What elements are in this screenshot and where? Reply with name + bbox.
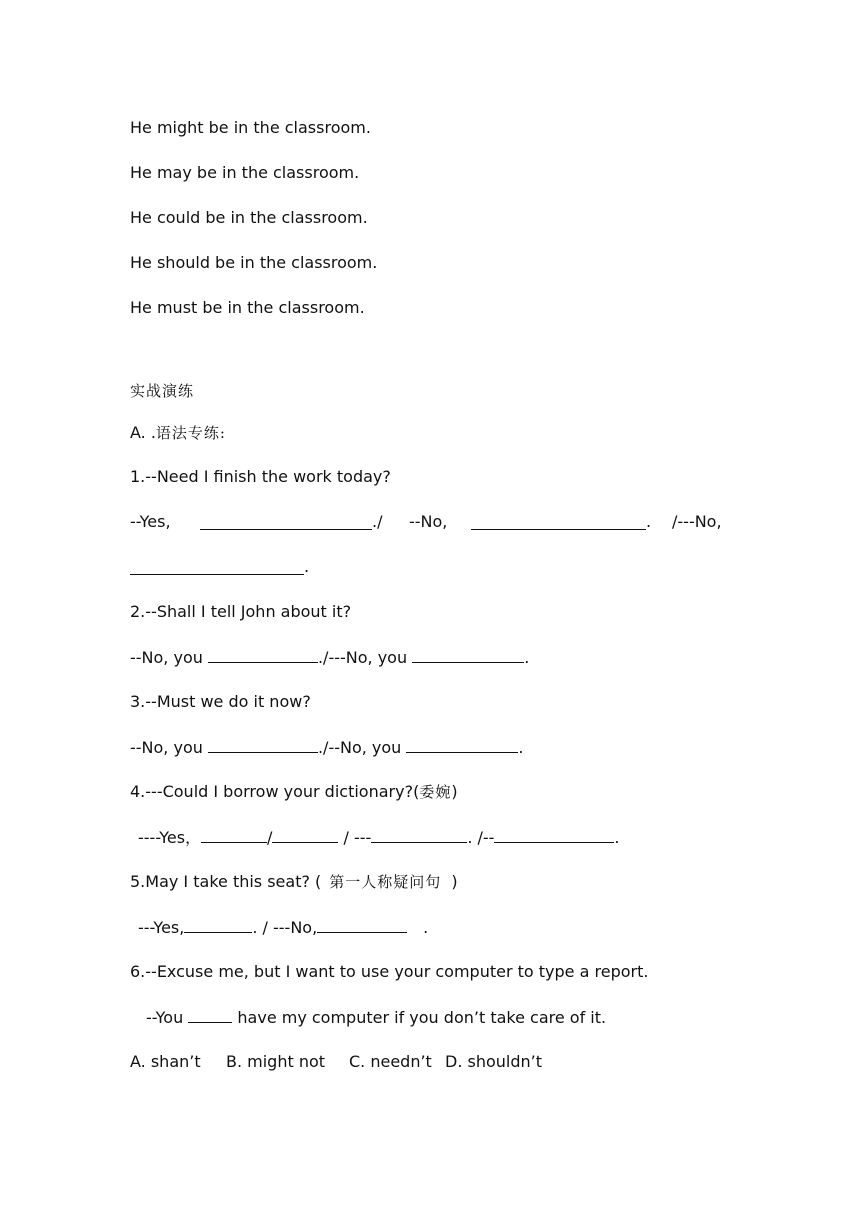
q4-blank-4[interactable] [494, 827, 614, 843]
q2-question: 2.--Shall I tell John about it? [130, 602, 352, 621]
q5-mid: . / ---No, [252, 918, 318, 937]
q6-option-d[interactable]: D. shouldn’t [445, 1052, 542, 1071]
subsection-prefix: A. . [130, 423, 156, 442]
q2-a: --No, you [130, 648, 208, 667]
q1-blank-3[interactable] [130, 559, 304, 575]
q1-end: . [304, 557, 310, 576]
q1-ans-a: --Yes, [130, 512, 171, 531]
q4-question-close: ) [451, 782, 458, 801]
q1-sep-b: . [646, 512, 652, 531]
q4-a: ----Yes， [138, 828, 202, 847]
q5-question-en: 5.May I take this seat? ( [130, 872, 322, 891]
q6-question: 6.--Excuse me, but I want to use your computer to type a report. [130, 962, 649, 981]
q5-question [130, 872, 458, 892]
q5-blank-2[interactable] [317, 917, 407, 933]
q2-end: . [524, 648, 530, 667]
statement-might: He might be in the classroom. [130, 118, 371, 137]
subsection-heading [130, 423, 226, 443]
subsection-label: 语法专练: [155, 424, 226, 442]
q1-answer-row-2 [130, 557, 330, 577]
q4-s3: . /-- [467, 828, 495, 847]
q3-end: . [518, 738, 524, 757]
q4-question-en: 4.---Could I borrow your dictionary?( [130, 782, 420, 801]
q2-blank-2[interactable] [412, 647, 524, 663]
q1-blank-2[interactable] [471, 514, 646, 530]
section-title: 实战演练 [130, 382, 195, 400]
q6-blank[interactable] [188, 1007, 232, 1023]
q2-mid: ./---No, you [317, 648, 413, 667]
q3-blank-1[interactable] [208, 737, 318, 753]
q4-s1: / [267, 828, 273, 847]
q4-s2: / --- [338, 828, 372, 847]
q3-question: 3.--Must we do it now? [130, 692, 311, 711]
q1-question: 1.--Need I finish the work today? [130, 467, 391, 486]
q4-answer [138, 827, 620, 848]
statement-could: He could be in the classroom. [130, 208, 368, 227]
q6-a-post: have my computer if you don’t take care of it. [232, 1008, 607, 1027]
q2-blank-1[interactable] [208, 647, 318, 663]
q5-answer [138, 917, 428, 938]
q5-blank-1[interactable] [184, 917, 252, 933]
statement-may: He may be in the classroom. [130, 163, 360, 182]
q5-a: ---Yes, [138, 918, 185, 937]
statement-must: He must be in the classroom. [130, 298, 365, 317]
q1-ans-b: --No, [409, 512, 448, 531]
q3-blank-2[interactable] [406, 737, 518, 753]
q3-mid: ./--No, you [317, 738, 407, 757]
q1-sep-a: ./ [372, 512, 383, 531]
q6-a-pre: --You [146, 1008, 189, 1027]
q6-answer [146, 1007, 606, 1028]
q1-answer-row [130, 512, 750, 532]
q5-end: . [423, 918, 429, 937]
q4-blank-3[interactable] [371, 827, 467, 843]
q1-blank-1[interactable] [200, 514, 372, 530]
q2-answer [130, 647, 529, 668]
q4-blank-1[interactable] [201, 827, 267, 843]
q6-option-b[interactable]: B. might not [226, 1052, 326, 1071]
q4-question [130, 782, 458, 802]
q4-question-cn: 委婉 [419, 783, 452, 801]
statement-should: He should be in the classroom. [130, 253, 378, 272]
q3-answer [130, 737, 524, 758]
q6-option-a[interactable]: A. shan’t [130, 1052, 201, 1071]
q4-blank-2[interactable] [272, 827, 338, 843]
q1-ans-c: /---No, [672, 512, 722, 531]
q4-end: . [614, 828, 620, 847]
q6-options [130, 1052, 590, 1072]
q6-option-c[interactable]: C. needn’t [349, 1052, 432, 1071]
q5-question-cn: 第一人称疑问句 [329, 873, 442, 891]
q5-question-close: ) [451, 872, 458, 891]
q3-a: --No, you [130, 738, 208, 757]
